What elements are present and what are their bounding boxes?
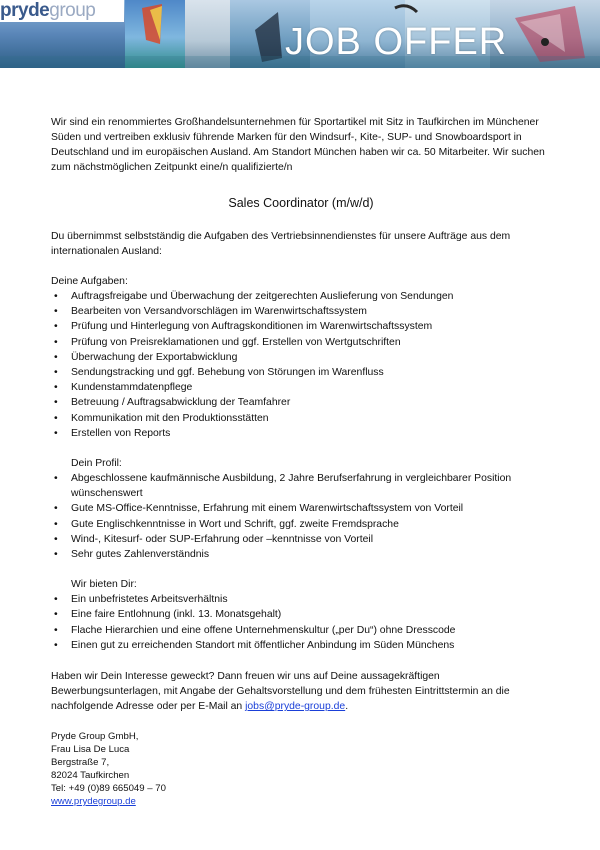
intro-paragraph: Wir sind ein renommiertes Großhandelsunternehmen für Sportartikel mit Sitz in Taufkirchen im Münchener Süden und vertreiben exklusiv führende Marken für den Windsurf-, Kite-, SUP- und Snowboardsport in Deutschland und im europäischen Ausland. Am Standort München haben wir ca. 50 Mitarbeiter. Wir suchen zum nächstmöglichen Zeitpunkt eine/n qualifizierte/n [51, 117, 545, 173]
closing-end: . [345, 701, 349, 713]
list-item-text: Kundenstammdatenpflege [71, 382, 193, 394]
list-item [51, 335, 551, 350]
list-item-text: Prüfung und Hinterlegung von Auftragskonditionen im Warenwirtschaftssystem [71, 321, 433, 333]
profile-list [51, 471, 551, 562]
list-item [51, 395, 551, 410]
list-item [51, 471, 551, 501]
list-item [51, 501, 551, 516]
list-item-text: Kommunikation mit den Produktionsstätten [71, 412, 269, 424]
bullet: • [54, 306, 58, 318]
list-item [51, 411, 551, 426]
list-item-text: Ein unbefristetes Arbeitsverhältnis [71, 594, 228, 606]
bullet: • [54, 533, 58, 545]
phone-number: Tel: +49 (0)89 665049 – 70 [51, 783, 166, 795]
logo-text-pryde: pryde [0, 0, 50, 21]
list-item-text: Überwachung der Exportabwicklung [71, 351, 238, 363]
bullet: • [54, 624, 58, 636]
city-address: 82024 Taufkirchen [51, 770, 130, 782]
bullet: • [54, 594, 58, 606]
logo-text-group: group [49, 0, 96, 21]
list-item [51, 380, 551, 395]
list-item-text: Gute Englischkenntnisse in Wort und Schrift, ggf. zweite Fremdsprache [71, 518, 399, 530]
bullet: • [54, 518, 58, 530]
closing-text: Haben wir Dein Interesse geweckt? Dann freuen wir uns auf Deine aussagekräftigen Bewerbungsunterlagen, mit Angabe der Gehaltsvorstellung und dem frühesten Eintrittstermin an die nachfolgende Adresse oder per E-Mail an [51, 671, 510, 713]
contact-person: Frau Lisa De Luca [51, 744, 130, 756]
list-item-text: Eine faire Entlohnung (inkl. 13. Monatsgehalt) [71, 609, 282, 621]
header-banner [0, 0, 600, 68]
list-item [51, 365, 551, 380]
list-item-text: Gute MS-Office-Kenntnisse, Erfahrung mit einem Warenwirtschaftssystem von Vorteil [71, 503, 464, 515]
list-item-text: Abgeschlossene kaufmännische Ausbildung, 2 Jahre Berufserfahrung in vergleichbarer Position wünschenswert [71, 473, 512, 500]
bullet: • [54, 503, 58, 515]
list-item [51, 319, 551, 334]
list-item [51, 517, 551, 532]
document-body [51, 115, 551, 808]
website-link[interactable]: www.prydegroup.de [51, 796, 136, 808]
bullet: • [54, 367, 58, 379]
bullet: • [54, 609, 58, 621]
list-item-text: Sendungstracking und ggf. Behebung von Störungen im Warenfluss [71, 367, 384, 379]
list-item-text: Wind-, Kitesurf- oder SUP-Erfahrung oder –kenntnisse von Vorteil [71, 533, 374, 545]
list-item [51, 592, 551, 607]
tasks-list [51, 289, 551, 441]
list-item [51, 607, 551, 622]
list-item-text: Bearbeiten von Versandvorschlägen im Warenwirtschaftssystem [71, 306, 367, 318]
contact-block [51, 730, 551, 808]
list-item [51, 426, 551, 441]
bullet: • [54, 291, 58, 302]
closing-paragraph [51, 669, 551, 714]
bullet: • [54, 427, 58, 439]
list-item-text: Einen gut zu erreichenden Standort mit öffentlicher Anbindung im Süden Münchens [71, 639, 455, 651]
list-item [51, 289, 551, 304]
bullet: • [54, 321, 58, 333]
bullet: • [54, 412, 58, 424]
bullet: • [54, 351, 58, 363]
list-item [51, 547, 551, 562]
bullet: • [54, 473, 58, 485]
tasks-heading: Deine Aufgaben: [51, 276, 128, 287]
company-name: Pryde Group GmbH, [51, 731, 139, 743]
position-title: Sales Coordinator (m/w/d) [228, 196, 374, 210]
list-item-text: Sehr gutes Zahlenverständnis [71, 549, 210, 561]
bullet: • [54, 639, 58, 651]
list-item-text: Erstellen von Reports [71, 427, 171, 439]
profile-heading: Dein Profil: [71, 458, 122, 470]
list-item-text: Flache Hierarchien und eine offene Unternehmenskultur („per Du“) ohne Dresscode [71, 624, 456, 636]
list-item [51, 532, 551, 547]
email-link[interactable]: jobs@pryde-group.de [245, 701, 346, 713]
list-item-text: Prüfung von Preisreklamationen und ggf. Erstellen von Wertgutschriften [71, 336, 401, 348]
street-address: Bergstraße 7, [51, 757, 110, 769]
list-item [51, 623, 551, 638]
list-item-text: Betreuung / Auftragsabwicklung der Teamfahrer [71, 397, 291, 409]
pryde-group-logo [0, 0, 124, 22]
lead-paragraph: Du übernimmst selbstständig die Aufgaben des Vertriebsinnendienstes für unsere Aufträge aus dem internationalen Ausland: [51, 231, 511, 257]
bullet: • [54, 382, 58, 394]
bullet: • [54, 336, 58, 348]
job-offer-title: JOB OFFER [285, 21, 508, 63]
offer-list [51, 592, 551, 653]
bullet: • [54, 549, 58, 561]
offer-heading: Wir bieten Dir: [71, 579, 137, 591]
list-item-text: Auftragsfreigabe und Überwachung der zeitgerechten Auslieferung von Sendungen [71, 291, 454, 302]
bullet: • [54, 397, 58, 409]
list-item [51, 304, 551, 319]
list-item [51, 638, 551, 653]
list-item [51, 350, 551, 365]
